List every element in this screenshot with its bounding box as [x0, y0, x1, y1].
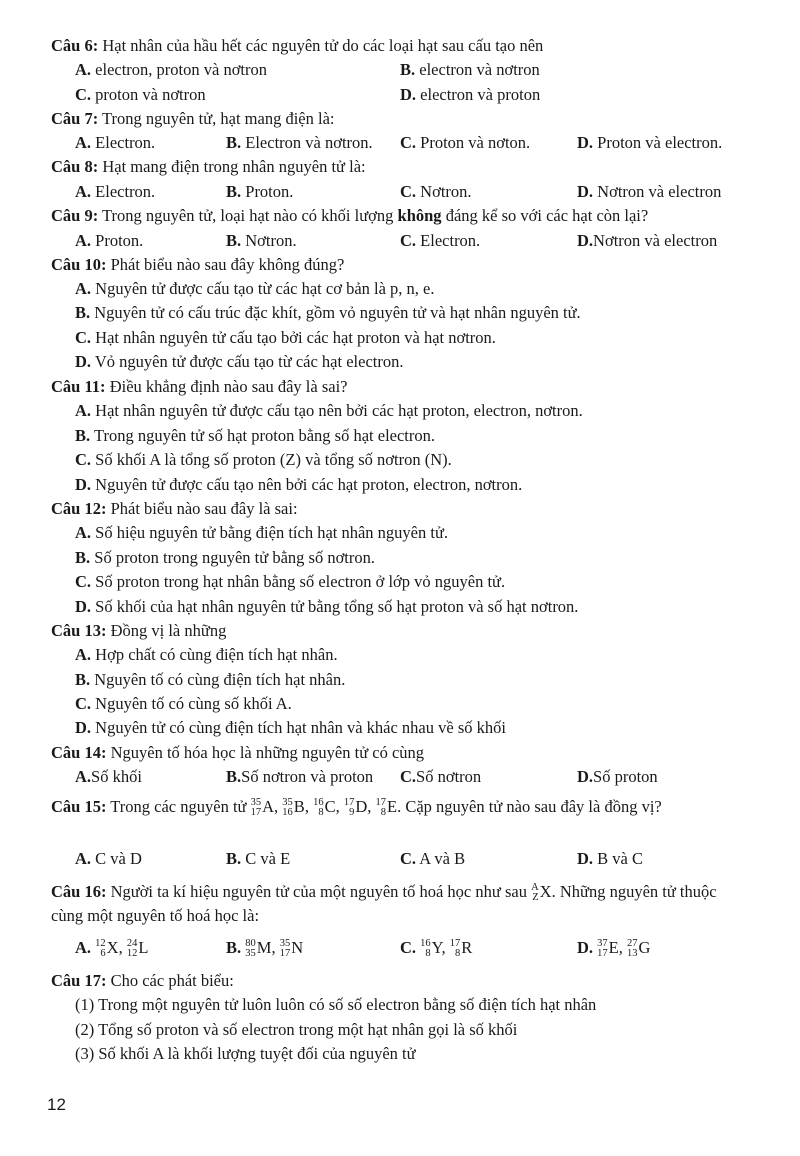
emphasis-text: không — [397, 206, 442, 225]
question-6 — [51, 36, 543, 56]
option-a[interactable]: A. electron, proton và nơtron — [75, 60, 268, 79]
options-row — [0, 182, 800, 206]
question-text: Hạt nhân của hầu hết các nguyên tử do các loại hạt sau cấu tạo nên — [98, 36, 544, 55]
option-d[interactable]: D. Proton và electron. — [577, 133, 723, 152]
question-9 — [51, 206, 648, 226]
question-number: Câu 12: — [51, 499, 107, 518]
question-number: Câu 8: — [51, 157, 99, 176]
element-symbol: A Z X — [531, 882, 552, 903]
question-14 — [51, 743, 424, 763]
option-c[interactable]: C. proton và nơtron — [75, 85, 206, 104]
question-7 — [51, 109, 334, 129]
option-d[interactable]: D. electron và proton — [400, 85, 541, 104]
option-d[interactable]: D. B và C — [577, 849, 644, 868]
question-12 — [51, 499, 298, 519]
option-c[interactable]: C.Số nơtron — [400, 767, 482, 786]
question-text: Phát biểu nào sau đây không đúng? — [106, 255, 345, 274]
question-text: Điều khẳng định nào sau đây là sai? — [105, 377, 348, 396]
question-17 — [51, 971, 234, 991]
options-row — [0, 849, 800, 873]
question-text: Trong các nguyên tử — [106, 797, 251, 816]
question-text: Trong nguyên tử, loại hạt nào có khối lượng — [98, 206, 398, 225]
options-row — [0, 60, 800, 84]
option-d[interactable]: D. Nguyên tử được cấu tạo nên bởi các hạt proton, electron, nơtron. — [75, 475, 523, 494]
question-number: Câu 13: — [51, 621, 107, 640]
option-b[interactable]: B. Nơtron. — [226, 231, 297, 250]
option-a[interactable]: A. Electron. — [75, 182, 156, 201]
option-a[interactable]: A. Electron. — [75, 133, 156, 152]
question-number: Câu 17: — [51, 971, 107, 990]
option-c[interactable]: C. Số khối A là tổng số proton (Z) và tổng số nơtron (N). — [75, 450, 452, 469]
isotope-a: 35 17 A — [250, 797, 275, 818]
options-row — [0, 938, 800, 962]
isotope-b: 35 16 B — [282, 797, 305, 818]
option-b[interactable]: B. Số proton trong nguyên tử bằng số nơtron. — [75, 548, 375, 567]
option-b[interactable]: B. Trong nguyên tử số hạt proton bằng số hạt electron. — [75, 426, 436, 445]
question-number: Câu 15: — [51, 797, 107, 816]
option-c[interactable]: C. Electron. — [400, 231, 481, 250]
option-b[interactable]: B. Proton. — [226, 182, 294, 201]
option-d[interactable]: D.Số proton — [577, 767, 658, 786]
option-b[interactable]: B.Số nơtron và proton — [226, 767, 374, 786]
option-c[interactable]: C. Hạt nhân nguyên tử cấu tạo bởi các hạt proton và hạt nơtron. — [75, 328, 496, 347]
option-b[interactable]: B. 80 35 M, 35 17 N — [226, 938, 304, 959]
option-d[interactable]: D. Vỏ nguyên tử được cấu tạo từ các hạt electron. — [75, 352, 404, 371]
question-13 — [51, 621, 226, 641]
option-b[interactable]: B. Nguyên tử có cấu trúc đặc khít, gồm vỏ nguyên tử và hạt nhân nguyên tử. — [75, 303, 581, 322]
question-text: Trong nguyên tử, hạt mang điện là: — [98, 109, 335, 128]
option-b[interactable]: B. electron và nơtron — [400, 60, 540, 79]
statement-2: (2) Tổng số proton và số electron trong một hạt nhân gọi là số khối — [75, 1020, 518, 1039]
option-a[interactable]: A. Hạt nhân nguyên tử được cấu tạo nên bởi các hạt proton, electron, nơtron. — [75, 401, 583, 420]
option-c[interactable]: C. A và B — [400, 849, 466, 868]
option-c[interactable]: C. Nguyên tố có cùng số khối A. — [75, 694, 292, 713]
options-row — [0, 85, 800, 109]
question-15: Câu 15: Trong các nguyên tử 35 17 A, 35 16 B, 16 8 C, 17 9 D, 17 8 E. Cặp nguyên tử nào sau đây là đồng vị? — [51, 797, 662, 818]
question-number: Câu 6: — [51, 36, 99, 55]
question-text: Đồng vị là những — [106, 621, 227, 640]
options-row — [0, 767, 800, 791]
question-16 — [51, 880, 751, 928]
option-d[interactable]: D. Nguyên tử có cùng điện tích hạt nhân và khác nhau về số khối — [75, 718, 506, 737]
question-text: Cho các phát biểu: — [106, 971, 234, 990]
question-10 — [51, 255, 344, 275]
question-number: Câu 7: — [51, 109, 99, 128]
option-c[interactable]: C. Proton và nơton. — [400, 133, 531, 152]
question-text: Hạt mang điện trong nhân nguyên tử là: — [98, 157, 366, 176]
option-a[interactable]: A. Nguyên tử được cấu tạo từ các hạt cơ bản là p, n, e. — [75, 279, 435, 298]
option-a[interactable]: A.Số khối — [75, 767, 142, 786]
isotope-d: 17 9 D — [343, 797, 368, 818]
option-b[interactable]: B. Nguyên tố có cùng điện tích hạt nhân. — [75, 670, 346, 689]
option-c[interactable]: C. 16 8 Y, 17 8 R — [400, 938, 473, 959]
statement-3: (3) Số khối A là khối lượng tuyệt đối của nguyên tử — [75, 1044, 416, 1063]
option-c[interactable]: C. Số proton trong hạt nhân bằng số electron ở lớp vỏ nguyên tử. — [75, 572, 506, 591]
options-row — [0, 133, 800, 157]
option-a[interactable]: A. Proton. — [75, 231, 144, 250]
question-text: Phát biểu nào sau đây là sai: — [106, 499, 298, 518]
page-number: 12 — [47, 1095, 66, 1114]
question-number: Câu 9: — [51, 206, 99, 225]
option-d[interactable]: D. Số khối của hạt nhân nguyên tử bằng tổng số hạt proton và số hạt nơtron. — [75, 597, 579, 616]
question-text-end: . Cặp nguyên tử nào sau đây là đồng vị? — [397, 797, 662, 816]
question-8 — [51, 157, 366, 177]
option-a[interactable]: A. Hợp chất có cùng điện tích hạt nhân. — [75, 645, 338, 664]
option-a[interactable]: A. C và D — [75, 849, 142, 868]
option-d[interactable]: D. 37 17 E, 27 13 G — [577, 938, 651, 959]
question-text-end: đáng kể so với các hạt còn lại? — [441, 206, 649, 225]
isotope-e: 17 8 E — [375, 797, 398, 818]
question-text: Nguyên tố hóa học là những nguyên tử có cùng — [106, 743, 425, 762]
question-text-end: . Những nguyên tử thuộc cùng một nguyên tố hoá học là: — [51, 882, 717, 925]
question-number: Câu 11: — [51, 377, 106, 396]
option-c[interactable]: C. Nơtron. — [400, 182, 472, 201]
statement-1: (1) Trong một nguyên tử luôn luôn có số số electron bằng số điện tích hạt nhân — [75, 995, 597, 1014]
question-number: Câu 16: — [51, 882, 107, 901]
option-b[interactable]: B. Electron và nơtron. — [226, 133, 373, 152]
question-11 — [51, 377, 348, 397]
option-d[interactable]: D. Nơtron và electron — [577, 182, 722, 201]
isotope-c: 16 8 C — [313, 797, 336, 818]
option-b[interactable]: B. C và E — [226, 849, 291, 868]
question-number: Câu 14: — [51, 743, 107, 762]
option-a[interactable]: A. 12 6 X, 24 12 L — [75, 938, 149, 959]
option-a[interactable]: A. Số hiệu nguyên tử bằng điện tích hạt nhân nguyên tử. — [75, 523, 449, 542]
option-d[interactable]: D.Nơtron và electron — [577, 231, 718, 250]
options-row — [0, 231, 800, 255]
question-text: Người ta kí hiệu nguyên tử của một nguyên tố hoá học như sau — [106, 882, 532, 901]
question-number: Câu 10: — [51, 255, 107, 274]
